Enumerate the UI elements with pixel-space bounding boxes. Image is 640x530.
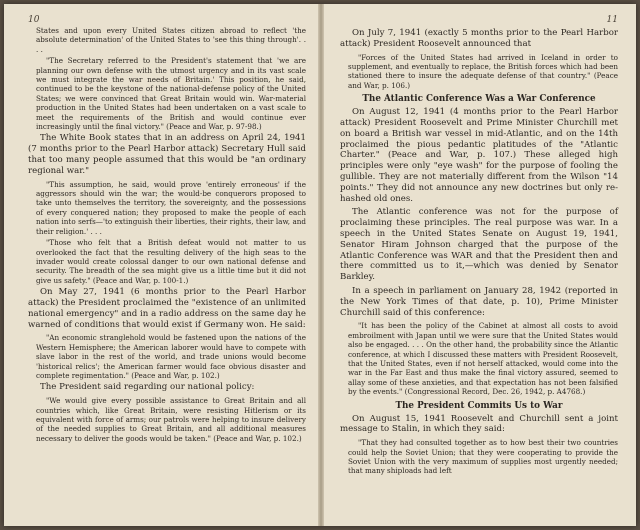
paragraph: The President said regarding our national policy:	[40, 382, 255, 393]
right-page-body	[340, 28, 618, 476]
paragraph: The White Book states that in an address on April 24, 1941 (7 months prior to the Pearl Harbor attack) Secretary Hull said that too many people assumed that this would be "an ordinary regional war."	[28, 133, 306, 176]
paragraph: On August 12, 1941 (4 months prior to the Pearl Harbor attack) President Roosevelt and Prime Minister Churchill met on board a British war vessel in mid-Atlantic, and on the 14th proclaimed the pious pedantic platitudes of the "Atlantic Charter." (Peace and War, p. 107.) These alleged high principles were only "eye wash" for the purpose of fooling the gullible. They are not materially different from the Wilson "14 points." They did not announce any new doctrines but only re-hashed old ones.	[340, 107, 618, 204]
quote-block: "It has been the policy of the Cabinet at almost all costs to avoid embroilment with Japan until we were sure that the United States would also be engaged. . . . On the other hand, the probability since the Atlantic conference, at which I discussed these matters with President Roosevelt, that the United States, even if not herself attacked, would come into the war in the Far East and thus make the final victory assured, seemed to allay some of these anxieties, and that expectation has not been falsified by the events." (Congressional Record, Dec. 26, 1942, p. A4768.)	[348, 321, 618, 397]
paragraph: On August 15, 1941 Roosevelt and Churchill sent a joint message to Stalin, in which they said:	[340, 413, 618, 435]
paragraph: On May 27, 1941 (6 months prior to the Pearl Harbor attack) the President proclaimed the "existence of an unlimited national emergency" and in a radio address on the same day he warned of conditions that would exist if Germany won. He said:	[28, 287, 306, 330]
quote-block: "This assumption, he said, would prove 'entirely erroneous' if the aggressors should win the war; the would-be conquerors proposed to take unto themselves the territory, the sovereignty, and the possessions of every conquered nation; they proposed to make the people of each nation into serfs—'to extinguish their liberties, their rights, their law, and their religion.' . . .	[36, 179, 306, 236]
section-heading: The Atlantic Conference Was a War Conference	[362, 94, 596, 105]
book-spread	[4, 4, 636, 526]
section-heading: The President Commits Us to War	[395, 400, 563, 411]
left-page	[4, 4, 318, 526]
quote-block: "Forces of the United States had arrived in Iceland in order to supplement, and eventually to replace, the British forces which had been stationed there to insure the adequate defense of that country." (Peace and War, p. 106.)	[348, 52, 618, 90]
paragraph: On July 7, 1941 (exactly 5 months prior to the Pearl Harbor attack) President Roosevelt announced that	[340, 28, 618, 49]
right-page	[324, 4, 636, 526]
quote-block: "Those who felt that a British defeat would not matter to us overlooked the fact that the resulting delivery of the high seas to the invader would create colossal danger to our own national defense and security. The breadth of the sea might give us a little time but it did not give us safety." (Peace and War, p. 100-1.)	[36, 238, 306, 285]
quote-block: "That they had consulted together as to how best their two countries could help the Soviet Union; that they were cooperating to provide the Soviet Union with the very maximum of supplies most urgently needed; that many shiploads had left	[348, 438, 618, 476]
quote-block: "An economic stranglehold would be fastened upon the nations of the Western Hemisphere; the American laborer would have to compete with slave labor in the rest of the world, and trade unions would become 'historical relics'; the American farmer would face obvious disaster and complete regimentation." (Peace and War, p. 102.)	[36, 333, 306, 380]
page-number-left: 10	[28, 15, 40, 25]
paragraph: The Atlantic conference was not for the purpose of proclaiming these principles. The real purpose was war. In a speech in the United States Senate on August 19, 1941, Senator Hiram Johnson charged that the purpose of the Atlantic Conference was WAR and that the President then and there committed us to it,—which was denied by Senator Barkley.	[340, 207, 618, 283]
paragraph: In a speech in parliament on January 28, 1942 (reported in the New York Times of that date, p. 10), Prime Minister Churchill said of this conference:	[340, 285, 618, 318]
quote-block: "The Secretary referred to the President's statement that 'we are planning our own defense with the utmost urgency and in its vast scale we must integrate the war needs of Britain.' This position, he said, continued to be the keystone of the national-defense policy of the United States; we were convinced that Great Britain would win. War-material production in the United States had been undertaken on a vast scale to meet the requirements of the British and would continue ever increasingly until the final victory." (Peace and War, p. 97-98.)	[36, 56, 306, 132]
left-page-body	[28, 26, 306, 443]
page-number-right: 11	[606, 15, 618, 25]
quote-block: "We would give every possible assistance to Great Britain and all countries which, like Great Britain, were resisting Hitlerism or its equivalent with force of arms; our patrols were helping to insure delivery of the needed supplies to Great Britain, and all additional measures necessary to deliver the goods would be taken." (Peace and War, p. 102.)	[36, 396, 306, 443]
quote-block: States and upon every United States citizen abroad to reflect 'the absolute determination' of the United States to 'see this thing through'. . . .	[36, 26, 306, 54]
